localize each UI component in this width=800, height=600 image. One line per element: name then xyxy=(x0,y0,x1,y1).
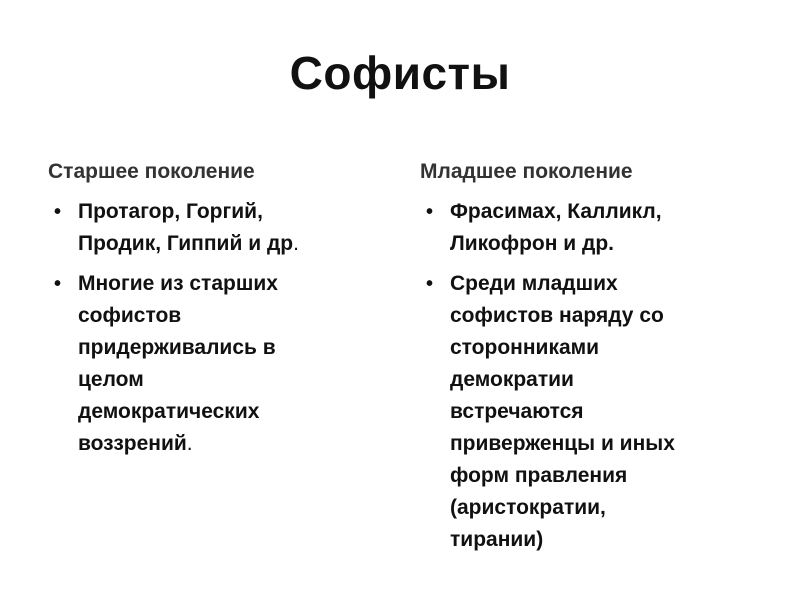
list-item xyxy=(48,196,378,260)
list-item xyxy=(48,268,378,460)
younger-generation-column xyxy=(420,158,770,564)
list-item xyxy=(420,268,770,556)
younger-generation-list xyxy=(420,196,770,556)
older-generation-heading: Старшее поколение xyxy=(48,160,255,183)
list-item xyxy=(420,196,770,260)
slide-title: Софисты xyxy=(289,47,511,99)
older-generation-list xyxy=(48,196,378,460)
bullet-tail: . xyxy=(293,232,299,255)
bullet-icon: • xyxy=(426,273,434,295)
older-generation-column xyxy=(48,158,378,468)
bullet-icon: • xyxy=(54,273,62,295)
bullet-icon: • xyxy=(426,201,434,223)
bullet-text: Среди младших софистов наряду со сторонниками демократии встречаются приверженцы и иных форм правления (аристократии, тирании) xyxy=(450,272,675,551)
bullet-icon: • xyxy=(54,201,62,223)
bullet-text: Протагор, Горгий, Продик, Гиппий и др xyxy=(78,200,294,255)
bullet-text: Фрасимах, Калликл, Ликофрон и др. xyxy=(450,200,662,255)
younger-generation-heading: Младшее поколение xyxy=(420,160,633,183)
bullet-tail: . xyxy=(186,432,193,455)
bullet-text: Многие из старших софистов придерживались в целом демократических воззрений xyxy=(78,272,278,455)
